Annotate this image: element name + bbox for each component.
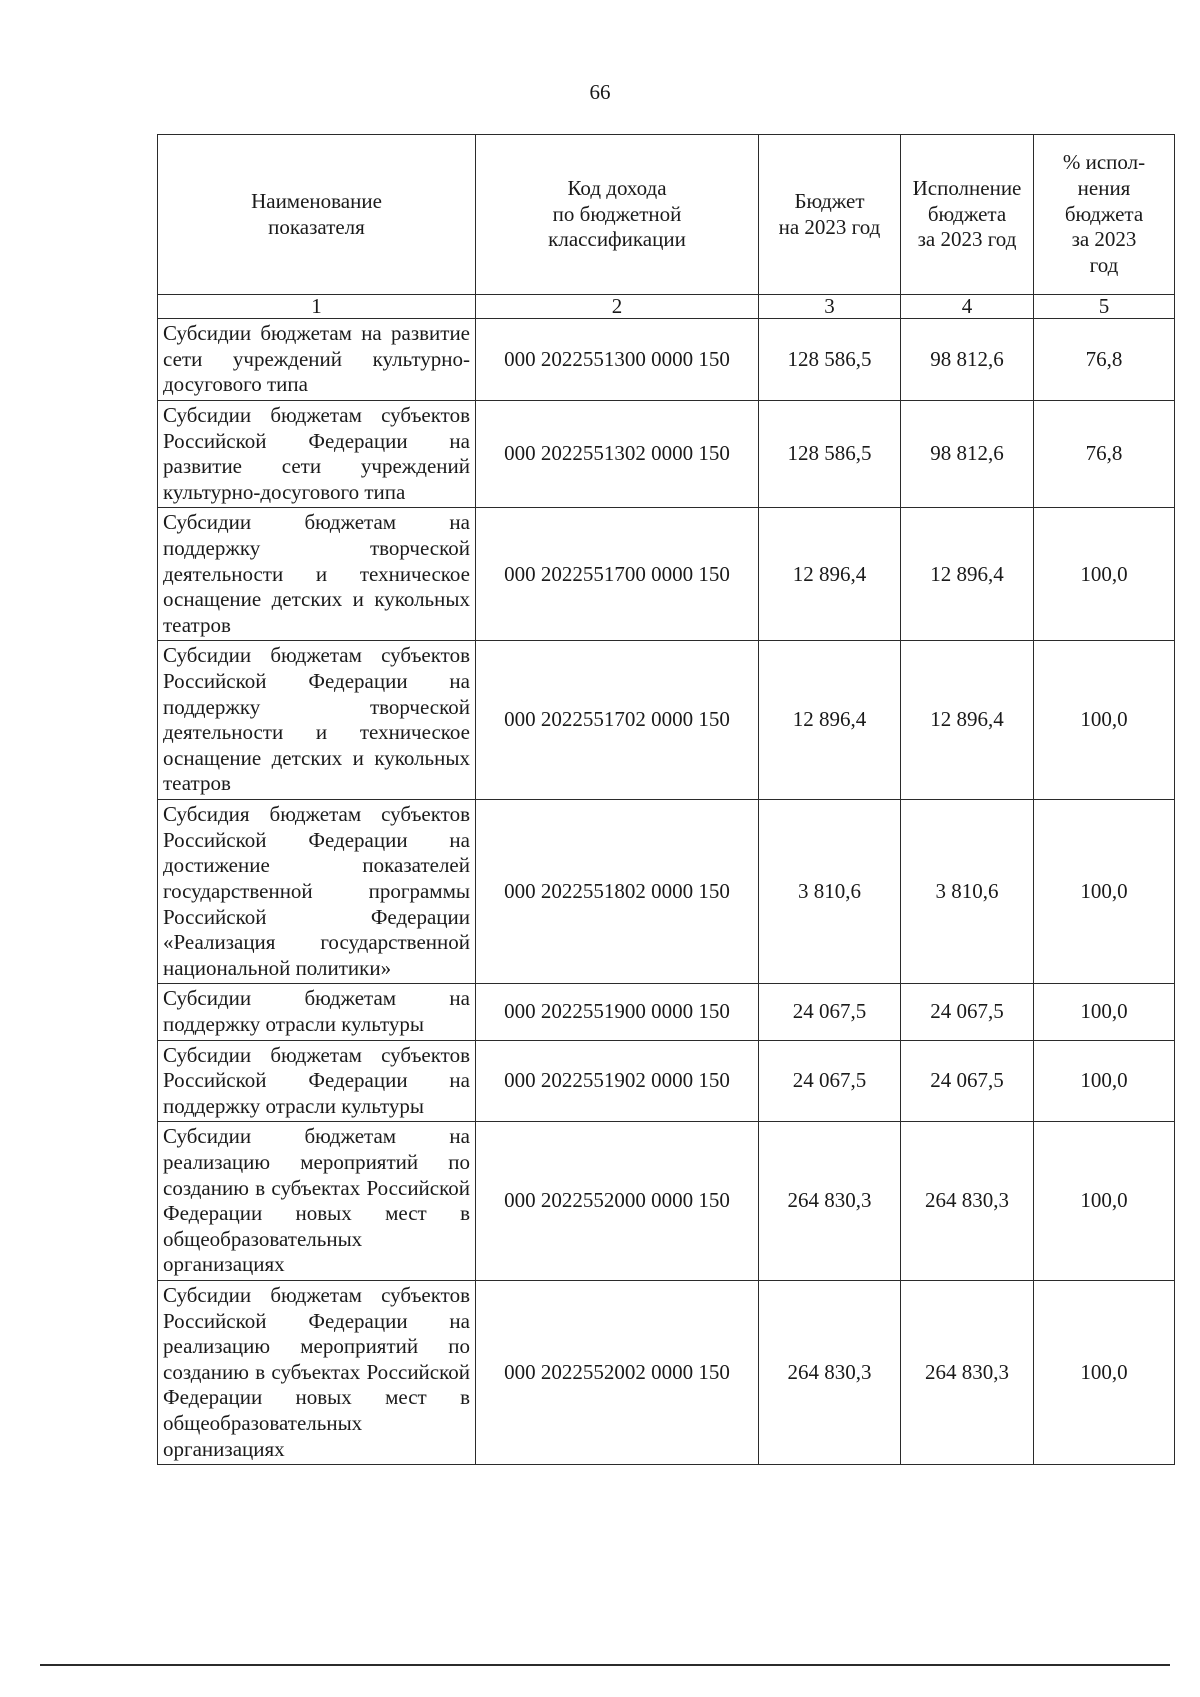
row-percent: 100,0 — [1034, 641, 1175, 800]
table-row — [158, 319, 1175, 401]
row-name: Субсидии бюджетам субъектов Российской Федерации на поддержку творческой деятельности и техническое оснащение детских и кукольных театров — [158, 641, 476, 800]
row-code: 000 2022551900 0000 150 — [476, 984, 759, 1040]
header-execution-line: бюджета — [927, 201, 1007, 226]
header-code-line: классификации — [548, 227, 686, 252]
row-budget: 12 896,4 — [759, 641, 901, 800]
header-budget-line: Бюджет — [794, 188, 865, 213]
row-percent: 100,0 — [1034, 1040, 1175, 1122]
row-percent: 100,0 — [1034, 800, 1175, 984]
row-execution: 24 067,5 — [901, 984, 1034, 1040]
row-percent: 100,0 — [1034, 1281, 1175, 1465]
header-code — [476, 135, 759, 295]
column-number: 4 — [901, 295, 1034, 319]
header-execution-line: Исполнение — [912, 176, 1022, 201]
column-number: 1 — [158, 295, 476, 319]
header-code-line: Код дохода — [567, 176, 667, 201]
row-name: Субсидии бюджетам субъектов Российской Федерации на реализацию мероприятий по созданию в субъектах Российской Федерации новых мест в общеобразовательных организациях — [158, 1281, 476, 1465]
row-budget: 128 586,5 — [759, 319, 901, 401]
header-percent — [1034, 135, 1175, 295]
row-name: Субсидия бюджетам субъектов Российской Федерации на достижение показателей государственной программы Российской Федерации «Реализация государственной национальной политики» — [158, 800, 476, 984]
row-percent: 76,8 — [1034, 400, 1175, 507]
table-row — [158, 800, 1175, 984]
row-name: Субсидии бюджетам субъектов Российской Федерации на поддержку отрасли культуры — [158, 1040, 476, 1122]
row-budget: 264 830,3 — [759, 1122, 901, 1281]
header-execution-line: за 2023 год — [917, 227, 1017, 252]
row-budget: 24 067,5 — [759, 984, 901, 1040]
header-percent-line: за 2023 — [1071, 227, 1137, 252]
row-budget: 12 896,4 — [759, 508, 901, 641]
row-name: Субсидии бюджетам на развитие сети учреждений культурно-досугового типа — [158, 319, 476, 401]
row-code: 000 2022551300 0000 150 — [476, 319, 759, 401]
row-code: 000 2022551902 0000 150 — [476, 1040, 759, 1122]
row-percent: 100,0 — [1034, 508, 1175, 641]
budget-table — [157, 134, 1175, 1465]
row-execution: 12 896,4 — [901, 641, 1034, 800]
row-budget: 3 810,6 — [759, 800, 901, 984]
row-name: Субсидии бюджетам субъектов Российской Федерации на развитие сети учреждений культурно-досугового типа — [158, 400, 476, 507]
header-name-line: Наименование — [251, 188, 382, 213]
row-code: 000 2022552002 0000 150 — [476, 1281, 759, 1465]
table-row — [158, 1281, 1175, 1465]
bottom-rule — [40, 1664, 1170, 1666]
row-budget: 264 830,3 — [759, 1281, 901, 1465]
table-row — [158, 508, 1175, 641]
row-execution: 3 810,6 — [901, 800, 1034, 984]
table-row — [158, 400, 1175, 507]
header-row — [158, 135, 1175, 295]
header-execution — [901, 135, 1034, 295]
row-code: 000 2022552000 0000 150 — [476, 1122, 759, 1281]
row-name: Субсидии бюджетам на поддержку отрасли культуры — [158, 984, 476, 1040]
row-code: 000 2022551802 0000 150 — [476, 800, 759, 984]
header-name-line: показателя — [268, 214, 365, 239]
row-execution: 98 812,6 — [901, 319, 1034, 401]
header-percent-line: % испол- — [1062, 150, 1146, 175]
row-code: 000 2022551302 0000 150 — [476, 400, 759, 507]
row-execution: 24 067,5 — [901, 1040, 1034, 1122]
header-code-line: по бюджетной — [552, 201, 682, 226]
table-row — [158, 1040, 1175, 1122]
row-name: Субсидии бюджетам на реализацию мероприятий по созданию в субъектах Российской Федерации новых мест в общеобразовательных организациях — [158, 1122, 476, 1281]
row-percent: 76,8 — [1034, 319, 1175, 401]
header-percent-line: нения — [1077, 176, 1131, 201]
row-percent: 100,0 — [1034, 984, 1175, 1040]
header-percent-line: бюджета — [1064, 201, 1144, 226]
row-execution: 12 896,4 — [901, 508, 1034, 641]
row-budget: 24 067,5 — [759, 1040, 901, 1122]
page-number: 66 — [589, 80, 611, 104]
row-code: 000 2022551700 0000 150 — [476, 508, 759, 641]
row-execution: 264 830,3 — [901, 1281, 1034, 1465]
row-percent: 100,0 — [1034, 1122, 1175, 1281]
row-execution: 264 830,3 — [901, 1122, 1034, 1281]
row-budget: 128 586,5 — [759, 400, 901, 507]
column-number: 2 — [476, 295, 759, 319]
table-row — [158, 641, 1175, 800]
row-execution: 98 812,6 — [901, 400, 1034, 507]
row-name: Субсидии бюджетам на поддержку творческой деятельности и техническое оснащение детских и кукольных театров — [158, 508, 476, 641]
column-number: 3 — [759, 295, 901, 319]
table-row — [158, 984, 1175, 1040]
column-number: 5 — [1034, 295, 1175, 319]
header-name — [158, 135, 476, 295]
table-row — [158, 1122, 1175, 1281]
header-percent-line: год — [1089, 252, 1119, 277]
header-budget-line: на 2023 год — [778, 214, 881, 239]
header-budget — [759, 135, 901, 295]
row-code: 000 2022551702 0000 150 — [476, 641, 759, 800]
column-number-row — [158, 295, 1175, 319]
